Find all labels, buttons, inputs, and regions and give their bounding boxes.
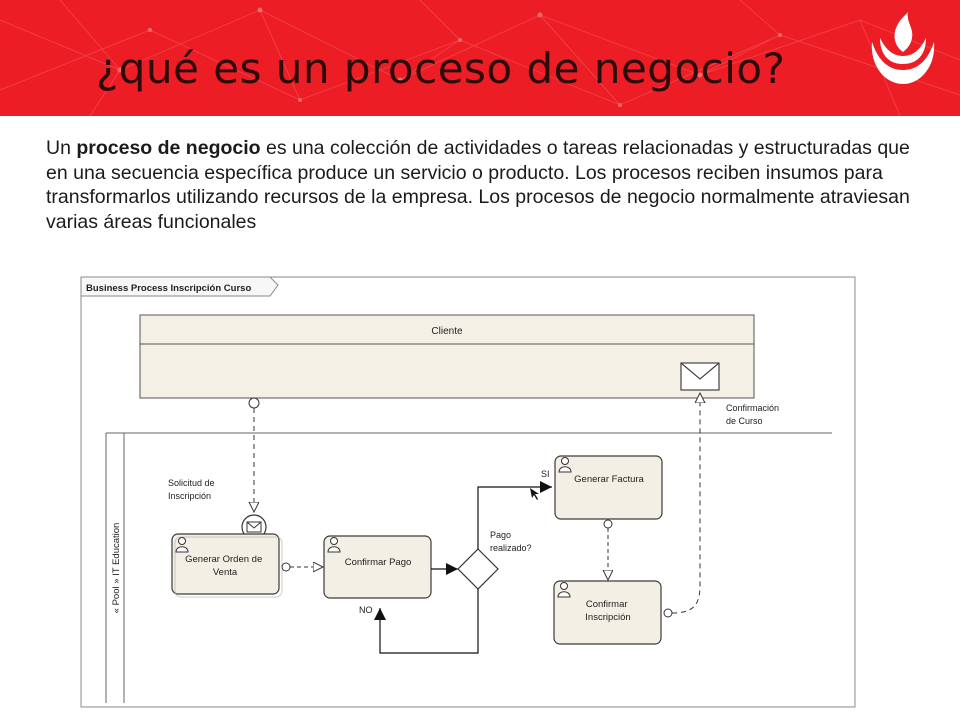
definition-paragraph (46, 136, 926, 234)
task-generar-factura-label: Generar Factura (574, 474, 644, 485)
task-confirmar-inscripcion (554, 581, 661, 644)
task-confirmar-pago-label: Confirmar Pago (344, 557, 412, 568)
paragraph-text-1: Un (46, 137, 77, 159)
task-generar-orden-line1: Generar Orden de (185, 554, 263, 565)
task-confirmar-pago (324, 536, 431, 598)
flow-no-label: NO (359, 605, 373, 615)
paragraph-bold-term: proceso de negocio (76, 137, 261, 159)
pool-it-label: « Pool » IT Education (111, 522, 122, 614)
paragraph-text-2: es una colección de actividades o tareas relacionadas y estructuradas que en una secuencia específica produce un servicio o producto. Los procesos reciben insumos para transformarlos utilizando recursos de la empresa. Los procesos de negocio normalmente atraviesan varias áreas funcionales (46, 137, 910, 233)
envelope-icon (681, 363, 719, 390)
flow-dot-orden (282, 563, 290, 571)
task-generar-orden-line2: Venta (212, 567, 238, 578)
slide-title: ¿qué es un proceso de negocio? (96, 44, 786, 93)
title-banner (0, 0, 960, 116)
flow-dot-factura (604, 520, 612, 528)
flow-si-label: SI (541, 469, 550, 479)
task-generar-factura (555, 456, 662, 519)
confirmacion-label: Confirmación de Curso (726, 403, 780, 426)
task-confirmar-inscripcion-line1: Confirmar (585, 599, 628, 610)
solicitud-label: Solicitud de Inscripción (168, 478, 215, 501)
task-generar-orden (172, 534, 282, 597)
gateway-label: Pago realizado? (490, 530, 532, 553)
pool-cliente-label: Cliente (431, 326, 463, 337)
frame-title: Business Process Inscripción Curso (86, 283, 252, 294)
task-confirmar-inscripcion-line2: Inscripción (585, 612, 631, 623)
upc-flame-logo-icon (868, 12, 938, 92)
message-flow-start (249, 398, 259, 408)
bpmn-diagram (80, 276, 856, 708)
flow-dot-inscripcion (664, 609, 672, 617)
